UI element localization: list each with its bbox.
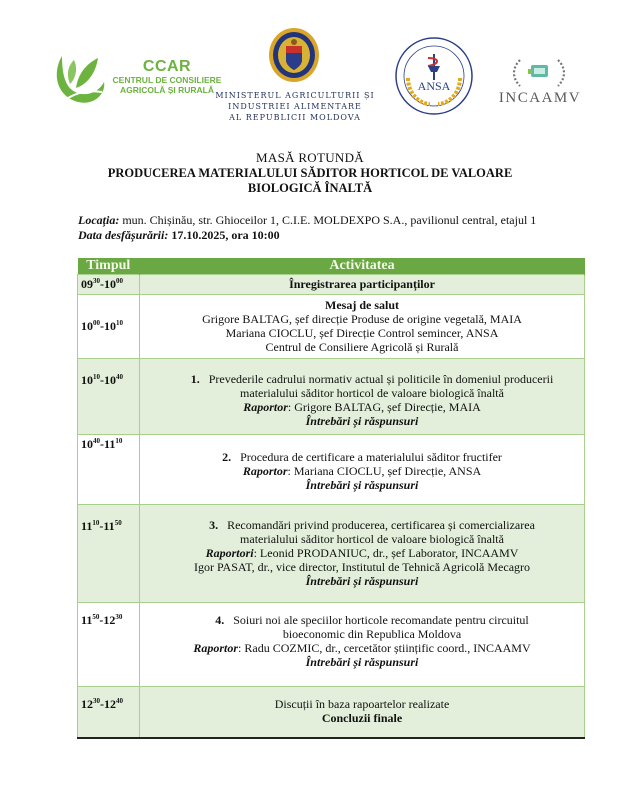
date-label: Data desfășurării:	[78, 228, 169, 242]
activity-cell: 4. Soiuri noi ale speciilor horticole recomandate pentru circuitul bioeconomic din Republica Moldova Raportor: Radu COZMIC, dr., cercetător științific coord., INCAAMV Întrebări și răspunsuri	[140, 602, 585, 686]
rapporteur-line: Raportor: Radu COZMIC, dr., cercetător științific coord., INCAAMV	[193, 640, 531, 655]
rapporteur-line: Raportor: Grigore BALTAG, șef Direcție, MAIA	[243, 399, 481, 414]
ccar-subtitle-1: CENTRUL DE CONSILIERE	[112, 75, 222, 85]
logos-header	[0, 0, 618, 140]
leaf-icon	[52, 48, 108, 106]
ccar-subtitle-2: AGRICOLĂ ȘI RURALĂ	[120, 85, 214, 95]
topic-text: materialului săditor horticol de valoare biologică înaltă	[240, 385, 504, 400]
activity-cell	[140, 294, 585, 358]
ansa-logo	[394, 36, 474, 116]
ministry-name-line-3: AL REPUBLICII MOLDOVA	[229, 113, 361, 122]
government-seal-icon	[267, 26, 321, 84]
table-row	[78, 434, 585, 504]
speaker-line: Centrul de Consiliere Agricolă și Rurală	[265, 340, 459, 354]
event-type: MASĂ ROTUNDĂ	[256, 150, 364, 165]
time-cell: $11^{10}-11^{50}$	[78, 504, 140, 602]
activity-cell: 3. Recomandări privind producerea, certificarea și comercializarea materialului săditor horticol de valoare biologică înaltă Raportori: Leonid PRODANIUC, dr., șef Laborator, INCAAMV Igor PASAT, dr., vice director, Institutul de Tehnică Agricolă Mecagro Întrebări și răspunsuri	[140, 504, 585, 602]
ansa-text: ANSA	[417, 79, 451, 93]
ansa-emblem-icon	[394, 36, 474, 116]
date-row	[78, 228, 536, 243]
laurel-icon	[508, 56, 570, 88]
table-row	[78, 686, 585, 738]
topic-text: Recomandări privind producerea, certificarea și comercializarea	[227, 517, 535, 532]
rapporteur-line-2: Igor PASAT, dr., vice director, Institutul de Tehnică Agricolă Mecagro	[193, 559, 531, 574]
table-row	[78, 358, 585, 434]
table-row	[78, 504, 585, 602]
event-title-line-1: PRODUCEREA MATERIALULUI SĂDITOR HORTICOL DE VALOARE	[107, 166, 513, 180]
qa-label: Întrebări și răspunsuri	[305, 573, 419, 588]
time-cell: $09^{30}-10^{00}$	[78, 274, 140, 294]
activity-cell: 2. Procedura de certificare a materialului săditor fructifer Raportor: Mariana CIOCLU, șef Direcție, ANSA Întrebări și răspunsuri	[140, 434, 585, 504]
event-title-line-2: BIOLOGICĂ ÎNALTĂ	[247, 181, 373, 195]
speaker-line: Grigore BALTAG, șef direcție Produse de origine vegetală, MAIA	[202, 312, 522, 326]
ministry-logo	[205, 26, 385, 131]
incaamv-text: INCAAMV	[498, 90, 582, 106]
rapporteur-line: Raportori: Leonid PRODANIUC, dr., șef Laborator, INCAAMV	[205, 545, 519, 560]
header-activity: Activitatea	[140, 258, 585, 274]
activity-title: Mesaj de salut	[325, 298, 399, 312]
location-value: mun. Chișinău, str. Ghioceilor 1, C.I.E. MOLDEXPO S.A., pavilionul central, etajul 1	[119, 213, 537, 227]
activity-cell	[140, 686, 585, 738]
qa-label: Întrebări și răspunsuri	[305, 413, 419, 428]
activity-cell: 1. Prevederile cadrului normativ actual și politicile în domeniul producerii materialului săditor horticol de valoare biologică înaltă Raportor: Grigore BALTAG, șef Direcție, MAIA Întrebări și răspunsuri	[140, 358, 585, 434]
event-meta	[78, 213, 536, 243]
rapporteur-line: Raportor: Mariana CIOCLU, șef Direcție, ANSA	[242, 463, 482, 478]
ministry-name-line-1: MINISTERUL AGRICULTURII ȘI	[215, 91, 375, 100]
table-row	[78, 294, 585, 358]
speaker-line: Mariana CIOCLU, șef Direcție Control semincer, ANSA	[225, 326, 499, 340]
topic-text: Procedura de certificare a materialului săditor fructifer	[240, 449, 502, 464]
table-header-row	[78, 258, 585, 274]
activity-title: Concluzii finale	[321, 710, 403, 725]
time-cell: $12^{30}-12^{40}$	[78, 686, 140, 738]
table-row	[78, 602, 585, 686]
discussion-line: Discuții în baza rapoartelor realizate	[274, 696, 450, 711]
ministry-name-line-2: INDUSTRIEI ALIMENTARE	[228, 102, 362, 111]
ccar-title: CCAR	[142, 58, 192, 75]
topic-text: materialului săditor horticol de valoare biologică înaltă	[240, 531, 504, 546]
time-cell: $10^{10}-10^{40}$	[78, 358, 140, 434]
time-cell: $10^{00}-10^{10}$	[78, 294, 140, 358]
header-time: Timpul	[78, 258, 140, 274]
qa-label: Întrebări și răspunsuri	[305, 654, 419, 669]
location-row	[78, 213, 536, 228]
topic-text: bioeconomic din Republica Moldova	[282, 626, 462, 641]
time-cell: $10^{40}-11^{10}$	[78, 434, 140, 504]
time-cell: $11^{50}-12^{30}$	[78, 602, 140, 686]
document-heading	[60, 150, 560, 196]
topic-text: Prevederile cadrului normativ actual și politicile în domeniul producerii	[208, 371, 554, 386]
agenda-table	[77, 258, 585, 739]
qa-label: Întrebări și răspunsuri	[305, 477, 419, 492]
activity-cell: Înregistrarea participanților	[140, 274, 585, 294]
table-row	[78, 274, 585, 294]
location-label: Locația:	[78, 213, 120, 227]
incaamv-logo	[490, 56, 590, 111]
date-value: 17.10.2025, ora 10:00	[168, 228, 280, 242]
topic-text: Soiuri noi ale speciilor horticole recomandate pentru circuitul	[233, 612, 529, 627]
ccar-logo	[52, 44, 222, 114]
